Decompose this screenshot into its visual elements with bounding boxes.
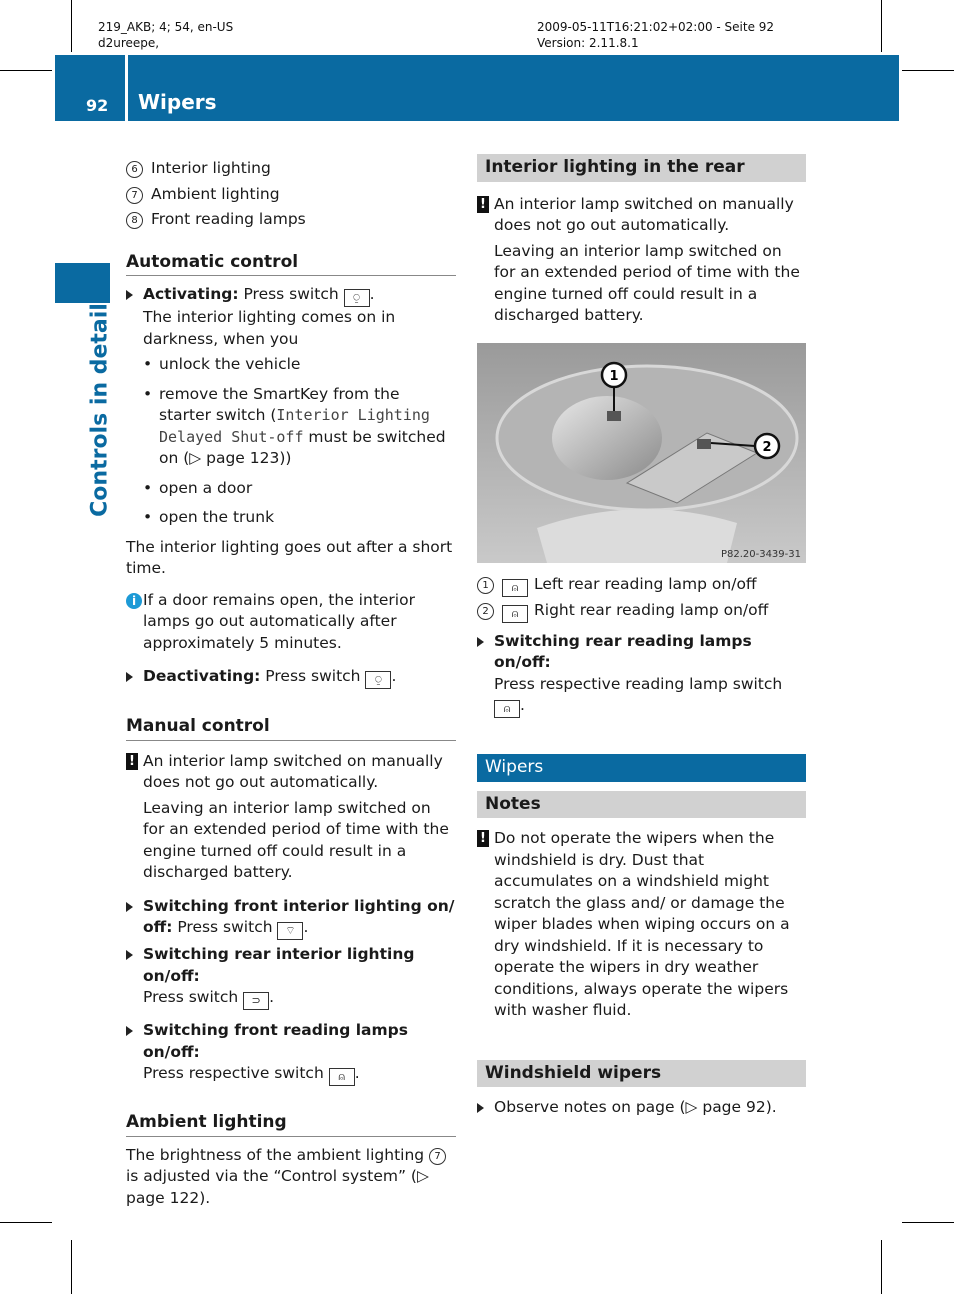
warning-text: An interior lamp switched on manually does not go out automatically. bbox=[143, 751, 443, 791]
step-label: Switching front reading lamps on/off: bbox=[143, 1021, 408, 1061]
callout-2: 2 bbox=[762, 439, 772, 455]
info-note bbox=[126, 590, 456, 655]
side-tab-label: Controls in detail bbox=[87, 303, 113, 517]
info-text: If a door remains open, the interior lamps go out automatically after approximately 5 minutes. bbox=[143, 590, 415, 652]
switch-icon: ⊃ bbox=[243, 992, 269, 1010]
crop-mark bbox=[71, 0, 72, 52]
step-label: Switching rear interior lighting on/off: bbox=[143, 945, 415, 985]
callout-number: 1 bbox=[477, 577, 494, 594]
callout-1: 1 bbox=[609, 368, 619, 384]
bullet-item bbox=[143, 478, 456, 500]
step-arrow-icon bbox=[477, 637, 484, 647]
legend-text: Right rear reading lamp on/off bbox=[534, 600, 769, 619]
switch-icon: ⌔ bbox=[277, 922, 303, 940]
warning-note bbox=[477, 828, 806, 1022]
switch-icon: ⍝ bbox=[502, 579, 528, 597]
crop-mark bbox=[902, 70, 954, 71]
section-heading: Automatic control bbox=[126, 252, 456, 277]
step bbox=[477, 1097, 806, 1119]
callout-number: 7 bbox=[429, 1148, 446, 1165]
warning-icon: ! bbox=[477, 830, 489, 847]
bullet-item bbox=[143, 384, 456, 470]
step-text: Press switch bbox=[260, 667, 366, 685]
paragraph bbox=[126, 1145, 456, 1210]
crop-mark bbox=[0, 70, 52, 71]
warning-note bbox=[126, 751, 456, 884]
step-arrow-icon bbox=[126, 950, 133, 960]
bullet-dot: • bbox=[143, 355, 153, 373]
step: Switching front reading lamps on/off: Press respective switch ⍝ . bbox=[126, 1020, 456, 1086]
step-arrow-icon bbox=[477, 1103, 484, 1113]
paragraph-text: The brightness of the ambient lighting bbox=[126, 1145, 430, 1164]
bullet-text: must be switched on (▷ page 123)) bbox=[159, 427, 446, 467]
interior-lamp-photo bbox=[477, 343, 806, 563]
step-arrow-icon bbox=[126, 902, 133, 912]
paragraph-text: is adjusted via the “Control system” (▷ page 122). bbox=[126, 1167, 429, 1207]
crop-mark bbox=[881, 0, 882, 52]
left-column bbox=[126, 156, 456, 1209]
meta-line: Version: 2.11.8.1 bbox=[537, 36, 639, 50]
switch-icon: ⍝ bbox=[494, 700, 520, 718]
legend-list bbox=[126, 156, 456, 233]
step-arrow-icon bbox=[126, 672, 133, 682]
callout-number: 8 bbox=[126, 212, 143, 229]
list-item-text: Interior lighting bbox=[151, 159, 271, 177]
step-text: Observe notes on page (▷ page 92). bbox=[494, 1098, 777, 1116]
step: Switching front interior lighting on/ off: Press switch ⌔ . bbox=[126, 896, 456, 941]
legend-item bbox=[477, 597, 806, 623]
crop-mark bbox=[881, 1240, 882, 1294]
warning-text: An interior lamp switched on manually does not go out automatically. bbox=[494, 194, 794, 234]
bullet-item bbox=[143, 354, 456, 376]
switch-icon: ⍜ bbox=[344, 289, 370, 307]
crop-mark bbox=[902, 1222, 954, 1223]
section-heading: Manual control bbox=[126, 716, 456, 741]
warning-text: Do not operate the wipers when the windshield is dry. Dust that accumulates on a windshield might scratch the glass and/ or damage the wiper blades when wiping occurs on a dry windshield. If it is necessary to operate the wipers in dry weather conditions, always operate the wipers with washer fluid. bbox=[494, 829, 790, 1019]
step-text: Press switch bbox=[172, 918, 278, 936]
bullet-dot: • bbox=[143, 508, 153, 526]
step-label: Deactivating: bbox=[143, 667, 261, 685]
list-item-text: Ambient lighting bbox=[151, 184, 280, 203]
warning-icon: ! bbox=[126, 753, 138, 770]
meta-line: 219_AKB; 4; 54, en-US bbox=[98, 20, 234, 34]
step-text: Press respective reading lamp switch bbox=[494, 674, 783, 693]
header-separator bbox=[125, 55, 128, 121]
bullet-item bbox=[143, 507, 456, 529]
callout-number: 7 bbox=[126, 187, 143, 204]
side-tab-marker bbox=[55, 263, 110, 303]
print-meta-left bbox=[98, 19, 233, 51]
warning-icon: ! bbox=[477, 196, 489, 213]
bullet-text: unlock the vehicle bbox=[159, 355, 301, 373]
step-description: The interior lighting comes on in darkness, when you bbox=[143, 308, 396, 348]
step-text: Press switch bbox=[143, 988, 244, 1006]
bullet-list bbox=[126, 354, 456, 529]
step-label: Switching rear reading lamps on/off: bbox=[494, 631, 752, 671]
section-heading: Ambient lighting bbox=[126, 1112, 456, 1137]
list-item-text: Front reading lamps bbox=[151, 210, 306, 228]
step-text: Press respective switch bbox=[143, 1064, 329, 1082]
section-heading-windshield: Windshield wipers bbox=[477, 1060, 806, 1088]
step-label: Activating: bbox=[143, 285, 239, 303]
step: Switching rear reading lamps on/off: Press respective reading lamp switch ⍝ . bbox=[477, 631, 806, 719]
step-arrow-icon bbox=[126, 290, 133, 300]
page-number: 92 bbox=[86, 96, 109, 115]
roof-console-illustration bbox=[477, 343, 806, 563]
step: Switching rear interior lighting on/off: Press switch ⊃ . bbox=[126, 944, 456, 1010]
bullet-text: remove the SmartKey from the starter switch ( bbox=[159, 384, 400, 424]
legend-item bbox=[477, 571, 806, 597]
info-icon: i bbox=[126, 593, 142, 609]
bullet-text: open a door bbox=[159, 478, 253, 497]
paragraph: The interior lighting goes out after a short time. bbox=[126, 537, 453, 577]
bullet-dot: • bbox=[143, 478, 153, 497]
warning-text: Leaving an interior lamp switched on for an extended period of time with the engine turned off could result in a discharged battery. bbox=[494, 241, 800, 324]
switch-icon: ⍝ bbox=[502, 605, 528, 623]
print-meta-right bbox=[537, 19, 774, 51]
switch-icon: ⍜ bbox=[365, 671, 391, 689]
right-column bbox=[477, 154, 806, 1119]
meta-line: 2009-05-11T16:21:02+02:00 - Seite 92 bbox=[537, 20, 775, 34]
photo-legend bbox=[477, 571, 806, 623]
warning-text: Leaving an interior lamp switched on for an extended period of time with the engine turned off could result in a discharged battery. bbox=[143, 798, 449, 881]
step-text: Press switch bbox=[238, 285, 344, 303]
step-activating: Activating: Press switch ⍜ . The interior lighting comes on in darkness, when you bbox=[126, 284, 456, 350]
callout-number: 6 bbox=[126, 161, 143, 178]
section-heading-notes: Notes bbox=[477, 791, 806, 819]
page-title: Wipers bbox=[138, 90, 217, 114]
crop-mark bbox=[71, 1240, 72, 1294]
meta-line: d2ureepe, bbox=[98, 36, 160, 50]
step-deactivating: Deactivating: Press switch ⍜ . bbox=[126, 666, 456, 689]
switch-icon: ⍝ bbox=[329, 1068, 355, 1086]
crop-mark bbox=[0, 1222, 52, 1223]
list-item bbox=[126, 207, 456, 233]
section-heading: Interior lighting in the rear bbox=[477, 154, 806, 182]
callout-number: 2 bbox=[477, 603, 494, 620]
bullet-text: open the trunk bbox=[159, 508, 275, 526]
section-heading-wipers: Wipers bbox=[477, 754, 806, 782]
list-item bbox=[126, 182, 456, 208]
step-arrow-icon bbox=[126, 1026, 133, 1036]
bullet-dot: • bbox=[143, 384, 153, 403]
step-label: Switching front interior lighting on/ off: bbox=[143, 896, 455, 936]
list-item bbox=[126, 156, 456, 182]
warning-note bbox=[477, 194, 806, 327]
menu-option-name: Interior Lighting Delayed Shut-off bbox=[159, 406, 430, 446]
photo-code: P82.20-3439-31 bbox=[720, 548, 801, 560]
legend-text: Left rear reading lamp on/off bbox=[534, 574, 757, 593]
